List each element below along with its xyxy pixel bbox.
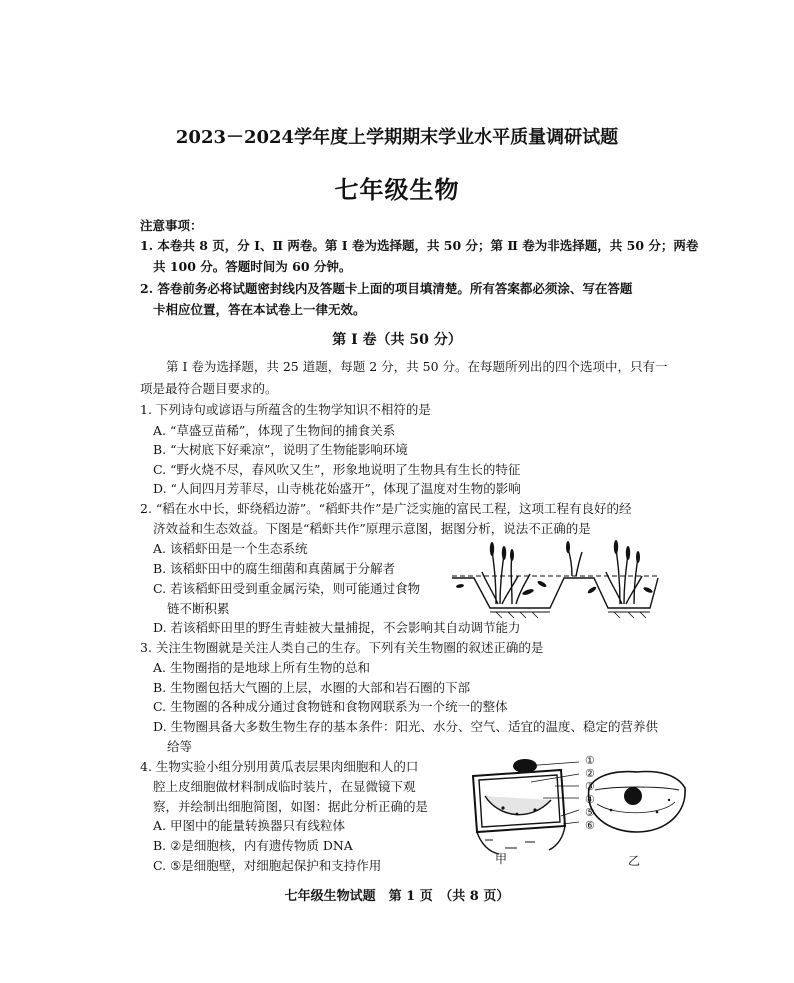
- q3-stem: 3. 关注生物圈就是关注人类自己的生存。下列有关生物圈的叙述正确的是: [140, 640, 544, 655]
- notice-heading: 注意事项：: [140, 218, 203, 233]
- q2-option-a: A. 该稻虾田是一个生态系统: [153, 541, 308, 556]
- section-1-intro-line-2: 项是最符合题目要求的。: [140, 381, 278, 396]
- cell-label-3: ③: [585, 780, 595, 793]
- cell-caption-jia: 甲: [495, 852, 508, 866]
- notice-item-1-line-2: 共 100 分。答题时间为 60 分钟。: [153, 259, 352, 274]
- page-footer: 七年级生物试题 第 1 页 （共 8 页）: [284, 889, 510, 904]
- exam-title: 2023－2024学年度上学期期末学业水平质量调研试题: [175, 127, 619, 148]
- q2-option-c-line-2: 链不断积累: [167, 601, 230, 616]
- q2-option-c-line-1: C. 若该稻虾田受到重金属污染，则可能通过食物: [153, 581, 421, 596]
- cell-label-5: ⑤: [585, 806, 595, 819]
- q2-option-d: D. 若该稻虾田里的野生青蛙被大量捕捉，不会影响其自动调节能力: [153, 620, 521, 635]
- q4-option-c: C. ⑤是细胞壁，对细胞起保护和支持作用: [153, 858, 382, 873]
- cell-label-2: ②: [585, 767, 595, 780]
- q3-option-c: C. 生物圈的各种成分通过食物链和食物网联系为一个统一的整体: [153, 699, 508, 714]
- q3-option-d-line-2: 给等: [167, 739, 193, 754]
- cell-label-1: ①: [585, 754, 595, 767]
- q3-option-a: A. 生物圈指的是地球上所有生物的总和: [153, 660, 370, 675]
- section-1-heading: 第 Ⅰ 卷（共 50 分）: [332, 332, 462, 348]
- q1-stem: 1. 下列诗句或谚语与所蕴含的生物学知识不相符的是: [140, 402, 431, 417]
- cell-label-4: ④: [585, 793, 595, 806]
- cell-label-6: ⑥: [585, 819, 595, 832]
- notice-item-2-line-2: 卡相应位置，答在本试卷上一律无效。: [153, 302, 366, 317]
- q1-option-b: B. “大树底下好乘凉”，说明了生物能影响环境: [153, 442, 408, 457]
- q4-stem-line-3: 察，并绘制出细胞简图，如图：据此分析正确的是: [153, 799, 429, 814]
- q4-stem-line-1: 4. 生物实验小组分别用黄瓜表层果肉细胞和人的口: [140, 759, 419, 774]
- section-1-intro-line-1: 第 Ⅰ 卷为选择题，共 25 道题，每题 2 分，共 50 分。在每题所列出的四个选项中，只有一: [166, 359, 668, 374]
- cell-caption-yi: 乙: [628, 854, 641, 868]
- notice-item-1-line-1: 1. 本卷共 8 页，分 Ⅰ、Ⅱ 两卷。第 Ⅰ 卷为选择题，共 50 分；第 Ⅱ 卷为非选择题，共 50 分；两卷: [140, 238, 699, 253]
- q3-option-b: B. 生物圈包括大气圈的上层，水圈的大部和岩石圈的下部: [153, 680, 471, 695]
- q4-option-b: B. ②是细胞核，内有遗传物质 DNA: [153, 838, 353, 853]
- q1-option-c: C. “野火烧不尽，春风吹又生”，形象地说明了生物具有生长的特征: [153, 462, 521, 477]
- subject-title: 七年级生物: [334, 175, 460, 204]
- q3-option-d-line-1: D. 生物圈具备大多数生物生存的基本条件：阳光、水分、空气、适宜的温度、稳定的营养供: [153, 719, 659, 734]
- q2-option-b: B. 该稻虾田中的腐生细菌和真菌属于分解者: [153, 561, 396, 576]
- q1-option-d: D. “人间四月芳菲尽，山寺桃花始盛开”，体现了温度对生物的影响: [153, 481, 521, 496]
- q4-stem-line-2: 腔上皮细胞做材料制成临时装片，在显微镜下观: [153, 779, 416, 794]
- q2-stem-line-1: 2. “稻在水中长，虾绕稻边游”。“稻虾共作”是广泛实施的富民工程，这项工程有良好的经: [140, 501, 632, 516]
- notice-item-2-line-1: 2. 答卷前务必将试题密封线内及答题卡上面的项目填清楚。所有答案都必须涂、写在答题: [140, 281, 633, 296]
- q2-stem-line-2: 济效益和生态效益。下图是“稻虾共作”原理示意图，据图分析，说法不正确的是: [153, 521, 591, 536]
- q1-option-a: A. “草盛豆苗稀”，体现了生物间的捕食关系: [153, 423, 396, 438]
- rice-shrimp-field-figure: [452, 540, 660, 620]
- q4-option-a: A. 甲图中的能量转换器只有线粒体: [153, 818, 345, 833]
